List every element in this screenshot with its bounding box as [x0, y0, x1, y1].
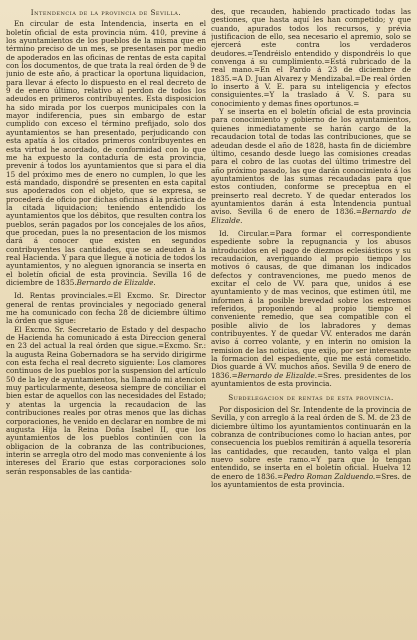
addressee-text: =Sres. de los ayuntamientos de esta provincia. [211, 471, 411, 489]
signature: Bernardo de Elizalde. [211, 207, 411, 225]
circular-diezmos-text: Id. Circular.=Para formar el correspondiente espediente sobre la repugnancia y los abusos introducidos en el pago de diezmos eclesiásticos y su recaudacion, averiguando al propio tiempo los motivos ó causas, de que dimanan los indicados defectos y contravenciones, me puedo menos de excitar el celo de VV. para que, unidos á ese ayuntamiento y de mas vecinos, que estimen útil, me informen á la posible brevedad sobre los estremos referidos, proponiendo al propio tiempo el conveniente remedio, que sea compatible con el posible alivio de los labradores y demas contribuyentes. Y de quedar VV. enterados me darán aviso á correo volante, y en interin no omision la remision de las noticias, que exijo, por ser interesante la formacion del espediente, que me está cometido. Dios guarde á VV. muchos años. Sevilla 9 de enero de 1836.= [211, 228, 411, 380]
section-heading-intendencia: Intendencia de la provincia de Sevilla. [30, 8, 182, 17]
continuation-paragraph: des, que recauden, habiendo practicado todas las gestiones, que hasta aquí les han competido; y que cuando, apurados todos los recursos, y prévia justificacion de ello, sea necesario el apremio, solo se ejercerá este contra los verdaderos deudores.=Tendréislo entendido y dispondréis lo que convenga á su cumplimiento.=Está rubricado de la real mano.=En el Pardo á 23 de diciembre de 1835.=A D. Juan Alvarez y Mendizabal.=De real órden lo inserto á V. E. para su inteligencia y efectos consiguientes.=Y la traslado á V. S. para su conocimiento y demas fines oportunos.= [211, 8, 411, 108]
rentas-paragraph: Id. Rentas provinciales.=El Excmo. Sr. Director general de rentas provinciales y negociado general me ha comunicado con fecha 28 de diciembre último la órden que sigue: [6, 291, 206, 326]
left-column [6, 8, 206, 634]
signature: Bernardo de Elizalde. [237, 370, 318, 380]
circular-paragraph [6, 20, 206, 287]
real-orden-paragraph: El Excmo. Sr. Secretario de Estado y del despacho de Hacienda ha comunicado á esta Direccion general en 23 del actual la real órden que sigue.=Excmo. Sr.: la augusta Reina Gobernadora se ha servido dirigirme con esta fecha el real decreto siguiente: Los clamores continuos de los pueblos por la suspension del artículo 50 de la ley de ayuntamientos, ha llamado mi atencion muy particularmente, deseosa siempre de conciliar el bien estar de aquellos con las necesidades del Estado; y atentas la urgencia la recaudacion de las contribuciones reales por otras menos que las dichas corporaciones, he venido en declarar en nombre de mi augusta Hija la Reina Doña Isabel II, que los ayuntamientos de los pueblos continúen con la obligacion de la cobranza de las contribuciones, interin se arregla otro del modo mas conveniente á los intereses del Erario que estas corporaciones solo serán responsables de las cantida- [6, 324, 206, 476]
signature: Bernardo de Elizalde. [76, 278, 156, 287]
boletin-text: Y se inserta en el boletín oficial de esta provincia para conocimiento y gobierno de los ayuntamientos, quienes inmediatamente se harán cargo de la recaudacion total de todas las contribuciones, que se adeudan desde el año de 1828, hasta fin de diciembre último, cesando desde luego las comisiones creadas para el cobro de las cuotas del último trimestre del año próximo pasado, las que darán conocimiento á los ayuntamientos de las sumas recaudadas para que estos contiuden, conforme se preceptua en el preinserto real decreto. Y de quedar enterados los ayuntamientos darán á esta Intendencia puntual aviso. Sevilla 6 de enero de 1836.= [211, 107, 411, 217]
right-column [211, 8, 411, 634]
circular-diezmos-paragraph [211, 230, 411, 389]
two-column-layout [6, 8, 411, 634]
boletin-paragraph [211, 108, 411, 225]
subdelegacion-text: Por disposicion del Sr. Intendente de la provincia de Sevilla, y con arreglo á la real órden de S. M. de 23 de diciembre último los ayuntamientos continuarán en la cobranza de contribuciones como lo hacian antes, por consecuencia los pueblos remitirán á aquella tesorería las cantidades, que recauden, tanto valga el plan nuevo sobre este ramo.=Y para que lo tengan entendido, se inserta en el boletín oficial. Huelva 12 de enero de 1836.= [211, 404, 411, 481]
circular-text: En circular de esta Intendencia, inserta en el boletín oficial de esta provincia núm. 410, previne á los ayuntamientos de los pueblos de la misma que en término preciso de un mes, se presentasen por medio de apoderados en las oficinas de rentas de esta capital con los documentos, de que trata la real órden de 9 de junio de este año, á practicar la oportuna liquidacion, para llevar á efecto lo dispuesto en el real decreto de 9 de enero último, relativo al perdon de todos los adeudos en primeros contribuyentes. Esta disposicion ha sido mirada por los cuerpos municipales con la mayor indiferencia, pues sin embargo de estar cumplido con exceso el término prefijado, solo dos ayuntamientos se han presentado, perjudicando con esta apatía á los citados primeros contribuyentes en esta virtud he acordado, de conformidad con lo que me ha expuesto la contaduría de esta provincia, prevenir á todos los ayuntamientos que si para el dia 15 del próximo mes de enero no cumplen, lo que les está mandado, dispondré se presenten en esta capital sus apoderados con el objeto, que se expresa, se procederá de oficio por dichas oficinas á la práctica de la citada liquidacion; teniendo entendido los ayuntamientos que los débitos, que resulten contra los pueblos, serán pagados por los concejales de los años, que procedan, pues la no presentacion de los mismos dará á conocer que existen en segundos contribuyentes las cantidades, que se adeuden á la real Hacienda. Y para que llegue á noticia de todos los ayuntamientos, y no aleguen ignorancia se inserta en el boletín oficial de esta provincia. Sevilla 16 de diciembre de 1835. [6, 19, 206, 287]
signature: Pedro Roman Zalduendo. [283, 471, 376, 481]
addressee-text: =Sres. presidentes de los ayuntamientos de esta provincia. [211, 370, 411, 389]
section-heading-subdelegacion: Subdelegacion de rentas de esta provincia. [228, 393, 394, 403]
subdelegacion-paragraph [211, 406, 411, 489]
